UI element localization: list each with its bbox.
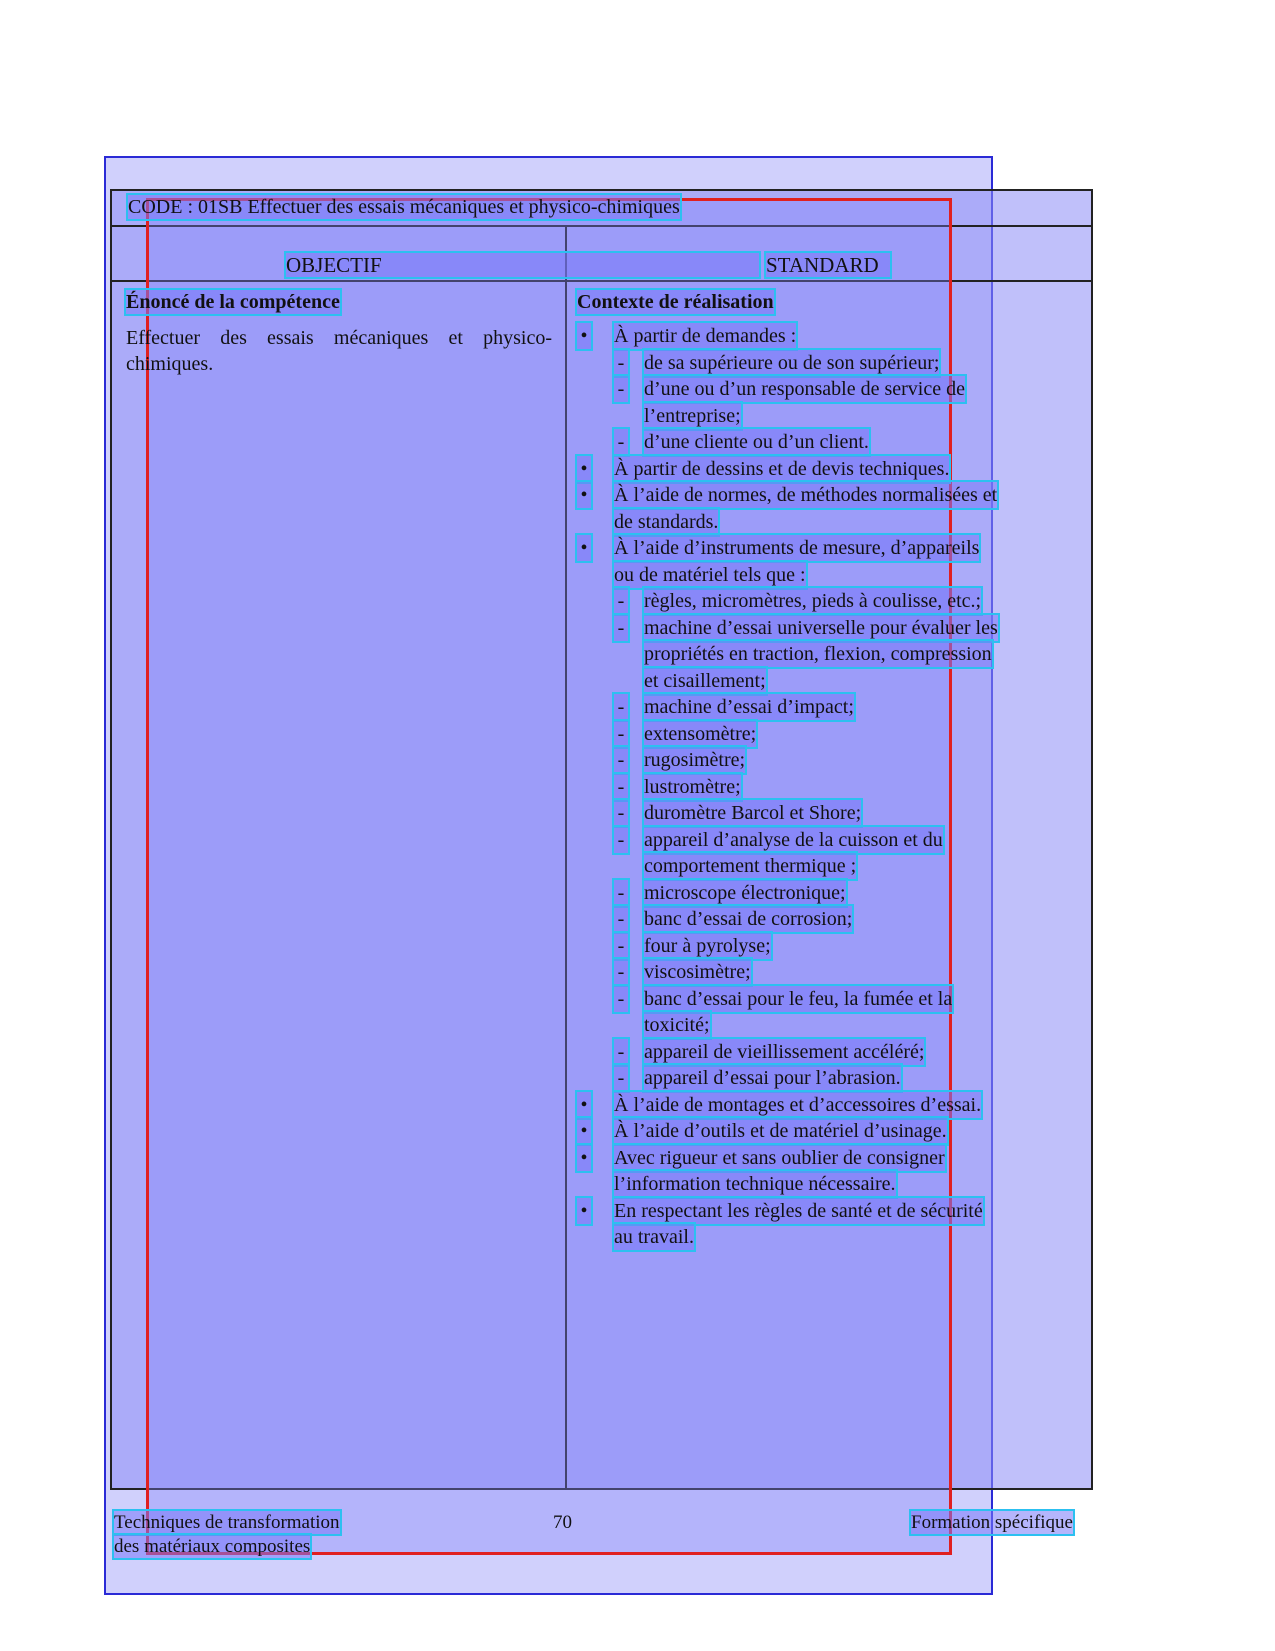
footer-program-line1: Techniques de transformation [114, 1512, 340, 1533]
context-list-item [577, 1092, 1047, 1119]
context-item-text: À l’aide de normes, de méthodes normalisées et [614, 484, 998, 506]
context-list-item [577, 827, 1047, 854]
context-list-item [577, 403, 1047, 430]
header-standard: STANDARD [766, 253, 890, 277]
context-item-text: rugosimètre; [644, 749, 746, 771]
context-list-item [577, 562, 1047, 589]
bullet-marker: • [577, 456, 591, 482]
context-list-item [577, 986, 1047, 1013]
dash-marker: - [614, 1065, 628, 1091]
context-list-item [577, 456, 1047, 483]
dash-marker: - [614, 747, 628, 773]
context-list-item [577, 694, 1047, 721]
bullet-marker: • [577, 1118, 591, 1144]
footer-program-line2: des matériaux composites [114, 1536, 311, 1557]
competency-code: CODE : 01SB Effectuer des essais mécaniques et physico-chimiques [128, 196, 680, 218]
dash-marker: - [614, 986, 628, 1012]
context-list-item [577, 668, 1047, 695]
bullet-marker: • [577, 535, 591, 561]
context-item-text: banc d’essai pour le feu, la fumée et la [644, 987, 953, 1010]
context-item-text: À l’aide d’outils et de matériel d’usinage. [614, 1120, 947, 1142]
context-list-item [577, 588, 1047, 615]
context-item-text: banc d’essai de corrosion; [644, 908, 853, 930]
dash-marker: - [614, 827, 628, 853]
context-item-text: viscosimètre; [644, 961, 751, 983]
dash-marker: - [614, 880, 628, 906]
dash-marker: - [614, 615, 628, 641]
context-list-item [577, 1171, 1047, 1198]
context-list [577, 323, 1047, 1251]
context-item-text: À partir de demandes : [614, 325, 797, 347]
context-item-text: À l’aide d’instruments de mesure, d’appareils [614, 537, 980, 559]
context-item-text: Avec rigueur et sans oublier de consigner [614, 1146, 945, 1169]
dash-marker: - [614, 906, 628, 932]
dash-marker: - [614, 350, 628, 376]
dash-marker: - [614, 429, 628, 455]
context-item-text: règles, micromètres, pieds à coulisse, etc.; [644, 590, 982, 612]
context-list-item [577, 615, 1047, 642]
context-item-text: four à pyrolyse; [644, 934, 771, 957]
context-list-item [577, 800, 1047, 827]
context-item-text: de standards. [614, 510, 719, 533]
context-item-text: En respectant les règles de santé et de sécurité [614, 1199, 983, 1222]
dash-marker: - [614, 774, 628, 800]
bullet-marker: • [577, 1145, 591, 1171]
context-list-item [577, 1012, 1047, 1039]
competence-statement-title: Énoncé de la compétence [126, 291, 340, 313]
context-list-item [577, 509, 1047, 536]
context-list-item [577, 933, 1047, 960]
context-list-item [577, 482, 1047, 509]
context-list-item [577, 721, 1047, 748]
context-item-text: machine d’essai d’impact; [644, 696, 854, 718]
dash-marker: - [614, 933, 628, 959]
context-item-text: extensomètre; [644, 722, 757, 745]
context-list-item [577, 1039, 1047, 1066]
context-item-text: d’une ou d’un responsable de service de [644, 378, 965, 400]
context-item-text: l’information technique nécessaire. [614, 1173, 896, 1195]
context-item-text: propriétés en traction, flexion, compression [644, 643, 992, 665]
context-list-item [577, 323, 1047, 350]
bullet-marker: • [577, 1092, 591, 1118]
context-list-item [577, 906, 1047, 933]
context-list-item [577, 747, 1047, 774]
context-list-item [577, 376, 1047, 403]
context-item-text: microscope électronique; [644, 881, 846, 904]
context-list-item [577, 959, 1047, 986]
context-item-text: duromètre Barcol et Shore; [644, 802, 862, 824]
competence-statement: Effectuer des essais mécaniques et physico-chimiques. [126, 327, 552, 375]
bullet-marker: • [577, 323, 591, 349]
context-item-text: appareil de vieillissement accéléré; [644, 1040, 925, 1063]
context-item-text: À partir de dessins et de devis techniques. [614, 457, 950, 480]
dash-marker: - [614, 588, 628, 614]
context-list-item [577, 774, 1047, 801]
context-item-text: appareil d’essai pour l’abrasion. [644, 1067, 901, 1089]
context-item-text: toxicité; [644, 1014, 710, 1036]
context-list-item [577, 880, 1047, 907]
context-item-text: comportement thermique ; [644, 855, 857, 877]
context-list-item [577, 1118, 1047, 1145]
dash-marker: - [614, 959, 628, 985]
context-list-item [577, 350, 1047, 377]
context-item-text: lustromètre; [644, 775, 741, 798]
bullet-marker: • [577, 1198, 591, 1224]
dash-marker: - [614, 721, 628, 747]
dash-marker: - [614, 376, 628, 402]
context-item-text: et cisaillement; [644, 669, 766, 692]
dash-marker: - [614, 1039, 628, 1065]
context-list-item [577, 535, 1047, 562]
context-list-item [577, 853, 1047, 880]
context-item-text: d’une cliente ou d’un client. [644, 431, 869, 453]
context-item-text: machine d’essai universelle pour évaluer les [644, 616, 998, 639]
dash-marker: - [614, 694, 628, 720]
context-item-text: l’entreprise; [644, 404, 741, 427]
footer-section: Formation spécifique [911, 1512, 1073, 1533]
context-title: Contexte de réalisation [577, 291, 774, 313]
context-list-item [577, 1065, 1047, 1092]
dash-marker: - [614, 800, 628, 826]
context-list-item [577, 1145, 1047, 1172]
context-item-text: À l’aide de montages et d’accessoires d’essai. [614, 1093, 982, 1116]
header-objectif: OBJECTIF [286, 253, 759, 277]
context-list-item [577, 1224, 1047, 1251]
bullet-marker: • [577, 482, 591, 508]
context-item-text: appareil d’analyse de la cuisson et du [644, 828, 943, 851]
context-list-item [577, 1198, 1047, 1225]
context-item-text: ou de matériel tels que : [614, 563, 806, 586]
context-list-item [577, 641, 1047, 668]
page-number: 70 [553, 1512, 572, 1533]
context-list-item [577, 429, 1047, 456]
context-item-text: au travail. [614, 1226, 694, 1248]
context-item-text: de sa supérieure ou de son supérieur; [644, 351, 940, 374]
